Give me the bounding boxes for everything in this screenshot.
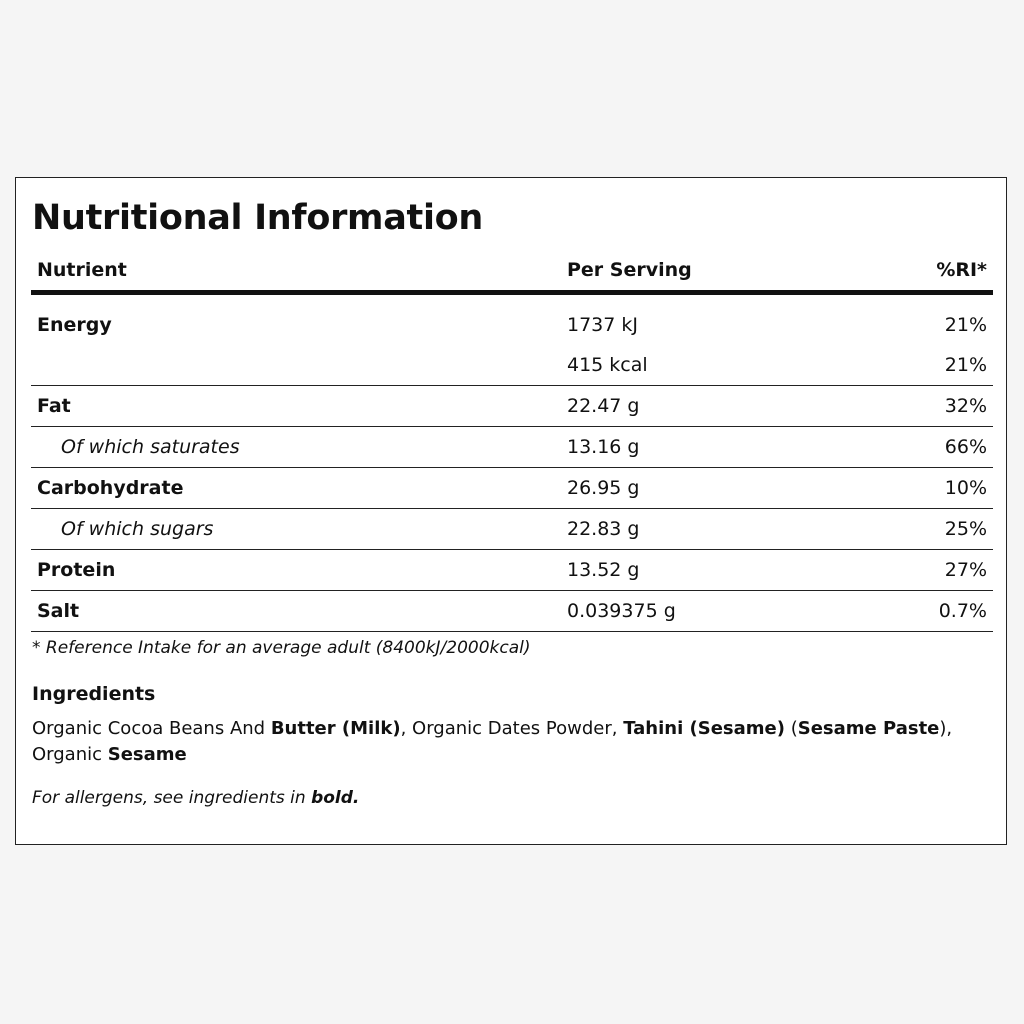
column-header-ri: %RI* <box>857 250 993 293</box>
nutrition-panel <box>15 177 1007 845</box>
table-row <box>31 345 993 386</box>
nutrition-table <box>31 250 993 632</box>
nutrient-name: Protein <box>37 559 116 581</box>
table-row <box>31 386 993 427</box>
ingredients-heading: Ingredients <box>32 683 156 705</box>
per-serving-value: 0.039375 g <box>567 600 676 622</box>
allergen-note-text: For allergens, see ingredients in <box>32 788 312 808</box>
page-title: Nutritional Information <box>32 198 484 238</box>
allergen-ingredient: Sesame Paste <box>797 718 940 739</box>
per-serving-value: 1737 kJ <box>567 314 638 336</box>
allergen-ingredient: Tahini (Sesame) <box>623 718 785 739</box>
nutrient-name: Carbohydrate <box>37 477 184 499</box>
ri-value: 32% <box>944 395 987 417</box>
ri-value: 21% <box>944 354 987 376</box>
nutrient-name: Of which saturates <box>61 436 240 458</box>
table-row <box>31 468 993 509</box>
per-serving-value: 26.95 g <box>567 477 640 499</box>
allergen-ingredient: Butter (Milk) <box>270 718 401 739</box>
table-header-row <box>31 250 993 293</box>
table-row <box>31 427 993 468</box>
table-row <box>31 293 993 346</box>
nutrient-name: Fat <box>37 395 71 417</box>
allergen-note-bold: bold. <box>311 788 360 808</box>
table-row <box>31 550 993 591</box>
ri-value: 66% <box>944 436 987 458</box>
reference-intake-footnote: * Reference Intake for an average adult (8400kJ/2000kcal) <box>32 638 531 658</box>
ingredient-text: ), Organic <box>32 718 953 765</box>
ingredients-text <box>32 716 992 768</box>
ingredient-text: Organic Cocoa Beans And <box>32 718 271 739</box>
per-serving-value: 13.16 g <box>567 436 640 458</box>
per-serving-value: 22.83 g <box>567 518 640 540</box>
column-header-nutrient: Nutrient <box>31 250 561 293</box>
ingredient-text: , Organic Dates Powder, <box>400 718 624 739</box>
allergen-note <box>32 788 359 808</box>
ingredient-text: ( <box>784 718 798 739</box>
table-row <box>31 591 993 632</box>
per-serving-value: 13.52 g <box>567 559 640 581</box>
nutrient-name: Salt <box>37 600 80 622</box>
column-header-per-serving: Per Serving <box>561 250 857 293</box>
per-serving-value: 415 kcal <box>567 354 648 376</box>
nutrient-name <box>31 345 561 386</box>
ri-value: 0.7% <box>938 600 987 622</box>
ri-value: 21% <box>944 314 987 336</box>
ri-value: 25% <box>944 518 987 540</box>
table-row <box>31 509 993 550</box>
nutrient-name: Energy <box>37 314 112 336</box>
ri-value: 27% <box>944 559 987 581</box>
ri-value: 10% <box>944 477 987 499</box>
nutrient-name: Of which sugars <box>61 518 214 540</box>
per-serving-value: 22.47 g <box>567 395 640 417</box>
allergen-ingredient: Sesame <box>107 744 187 765</box>
